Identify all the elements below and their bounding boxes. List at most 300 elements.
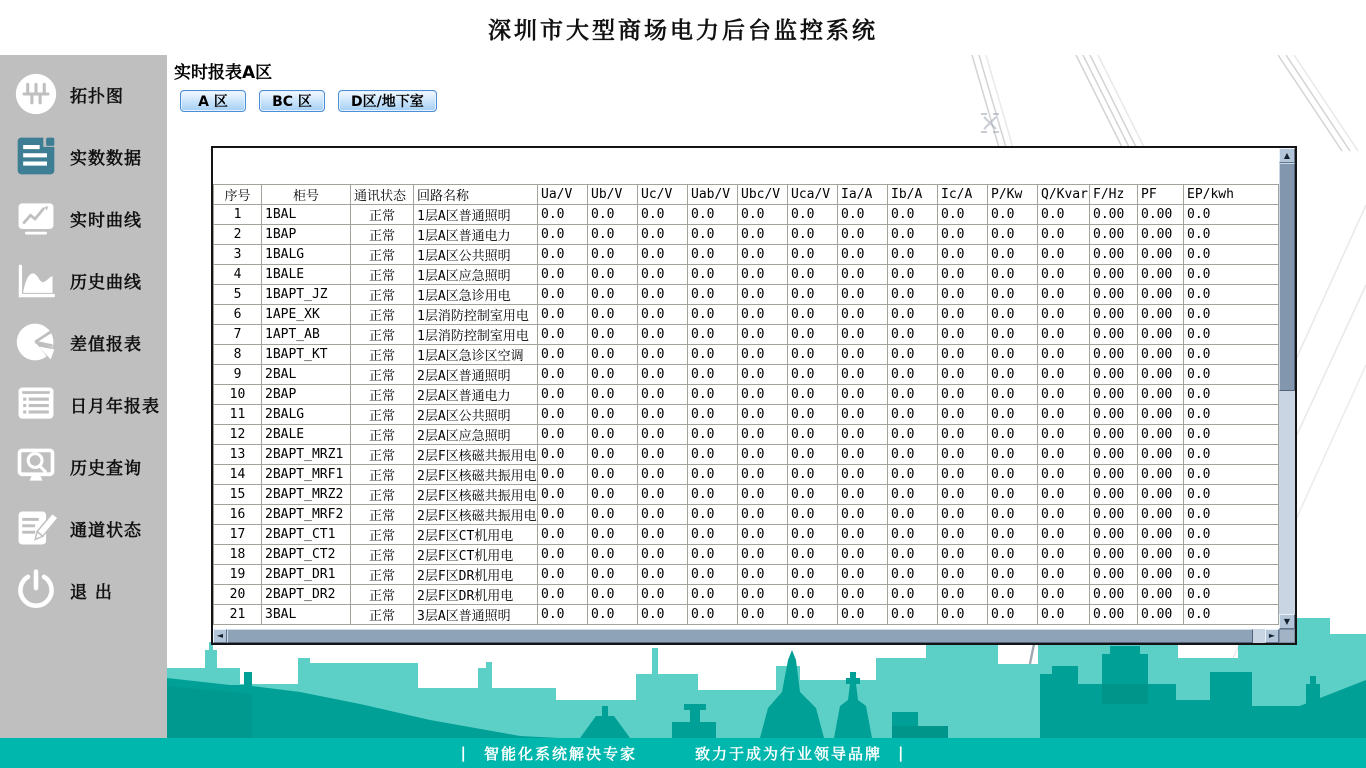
table-row <box>214 505 1279 525</box>
cell: 0.0 <box>888 465 938 485</box>
cell: 2层F区DR机用电 <box>414 585 538 605</box>
cell: 0.0 <box>638 365 688 385</box>
cell: 1BAPT_KT <box>262 345 351 365</box>
cell: 0.0 <box>938 265 988 285</box>
cell: 0.0 <box>638 425 688 445</box>
cell: 0.0 <box>1184 305 1279 325</box>
cell: 0.0 <box>588 485 638 505</box>
table-row <box>214 485 1279 505</box>
cell: 0.0 <box>588 325 638 345</box>
cell: 0.0 <box>1038 325 1090 345</box>
cell: 0.00 <box>1090 545 1138 565</box>
cell: 16 <box>214 505 262 525</box>
cell: 0.0 <box>838 365 888 385</box>
cell: 2BAPT_CT1 <box>262 525 351 545</box>
cell: 0.0 <box>838 325 888 345</box>
cell: 0.0 <box>938 325 988 345</box>
cell: 2BAPT_DR2 <box>262 585 351 605</box>
cell: 0.0 <box>588 245 638 265</box>
cell: 正常 <box>351 605 414 625</box>
cell: 0.0 <box>588 465 638 485</box>
cell: 0.0 <box>788 425 838 445</box>
cell: 正常 <box>351 545 414 565</box>
column-header: Uca/V <box>788 185 838 205</box>
cell: 正常 <box>351 425 414 445</box>
cell: 0.0 <box>738 405 788 425</box>
cell: 0.0 <box>788 325 838 345</box>
cell: 0.0 <box>688 205 738 225</box>
cell: 0.0 <box>588 405 638 425</box>
cell: 2层A区普通电力 <box>414 385 538 405</box>
cell: 3BAL <box>262 605 351 625</box>
cell: 0.0 <box>538 485 588 505</box>
cell: 2BAPT_MRF2 <box>262 505 351 525</box>
cell: 8 <box>214 345 262 365</box>
cell: 2BAPT_MRF1 <box>262 465 351 485</box>
cell: 0.0 <box>1038 485 1090 505</box>
cell: 0.0 <box>938 505 988 525</box>
cell: 0.0 <box>1184 525 1279 545</box>
cell: 0.0 <box>688 385 738 405</box>
cell: 0.0 <box>1184 345 1279 365</box>
column-header: P/Kw <box>988 185 1038 205</box>
scroll-up-button[interactable]: ▲ <box>1279 148 1295 163</box>
cell: 0.0 <box>1038 225 1090 245</box>
cell: 0.0 <box>688 425 738 445</box>
cell: 0.00 <box>1138 225 1184 245</box>
cell: 2层A区公共照明 <box>414 405 538 425</box>
cell: 0.00 <box>1138 385 1184 405</box>
cell: 0.0 <box>988 465 1038 485</box>
table-row <box>214 285 1279 305</box>
cell: 正常 <box>351 405 414 425</box>
cell: 0.0 <box>838 385 888 405</box>
cell: 0.0 <box>988 405 1038 425</box>
cell: 9 <box>214 365 262 385</box>
cell: 0.0 <box>738 385 788 405</box>
scroll-left-button[interactable]: ◄ <box>213 629 227 643</box>
cell: 1BAL <box>262 205 351 225</box>
tab-zone-d-basement[interactable]: D区/地下室 <box>338 90 437 112</box>
cell: 0.0 <box>638 585 688 605</box>
cell: 2BAPT_DR1 <box>262 565 351 585</box>
cell: 1层A区应急照明 <box>414 265 538 285</box>
cell: 0.0 <box>1184 485 1279 505</box>
sidebar-item-realtime-data[interactable] <box>0 125 167 187</box>
cell: 0.0 <box>1184 445 1279 465</box>
cell: 0.00 <box>1090 325 1138 345</box>
cell: 0.00 <box>1090 505 1138 525</box>
cell: 0.0 <box>538 465 588 485</box>
cell: 0.0 <box>738 205 788 225</box>
cell: 0.0 <box>988 265 1038 285</box>
cell: 0.0 <box>938 245 988 265</box>
scroll-down-button[interactable]: ▼ <box>1279 614 1295 629</box>
cell: 0.0 <box>988 385 1038 405</box>
cell: 0.0 <box>538 225 588 245</box>
column-header: F/Hz <box>1090 185 1138 205</box>
cell: 0.0 <box>888 545 938 565</box>
table-row <box>214 445 1279 465</box>
cell: 0.0 <box>538 365 588 385</box>
sidebar-item-diff-report[interactable] <box>0 311 167 373</box>
realtime-curve-icon <box>13 195 59 241</box>
cell: 0.0 <box>888 585 938 605</box>
cell: 1层A区普通照明 <box>414 205 538 225</box>
cell: 0.0 <box>888 445 938 465</box>
cell: 0.0 <box>838 425 888 445</box>
cell: 0.0 <box>1184 205 1279 225</box>
cell: 2层F区CT机用电 <box>414 545 538 565</box>
cell: 14 <box>214 465 262 485</box>
cell: 1层A区急诊区空调 <box>414 345 538 365</box>
column-header: Q/Kvar <box>1038 185 1090 205</box>
cell: 0.0 <box>738 325 788 345</box>
cell: 0.0 <box>1184 545 1279 565</box>
cell: 0.0 <box>1038 545 1090 565</box>
cell: 0.0 <box>588 565 638 585</box>
cell: 0.00 <box>1090 585 1138 605</box>
cell: 0.0 <box>1038 565 1090 585</box>
cell: 0.00 <box>1090 265 1138 285</box>
cell: 0.0 <box>888 365 938 385</box>
cell: 0.0 <box>688 585 738 605</box>
cell: 15 <box>214 485 262 505</box>
cell: 0.0 <box>538 565 588 585</box>
cell: 0.0 <box>688 465 738 485</box>
sidebar-item-realtime-curve[interactable] <box>0 187 167 249</box>
page-title: 实时报表A区 <box>174 63 273 83</box>
cell: 0.0 <box>638 545 688 565</box>
cell: 0.0 <box>638 305 688 325</box>
cell: 0.0 <box>788 585 838 605</box>
cell: 2层F区核磁共振用电 <box>414 445 538 465</box>
cell: 0.0 <box>838 565 888 585</box>
cell: 0.00 <box>1138 405 1184 425</box>
history-curve-icon <box>13 257 59 303</box>
cell: 正常 <box>351 585 414 605</box>
channel-status-icon <box>13 505 59 551</box>
cell: 0.0 <box>538 445 588 465</box>
cell: 0.00 <box>1090 225 1138 245</box>
cell: 0.0 <box>988 485 1038 505</box>
cell: 0.0 <box>638 405 688 425</box>
cell: 1BAPT_JZ <box>262 285 351 305</box>
cell: 6 <box>214 305 262 325</box>
topology-icon <box>13 71 59 117</box>
cell: 0.0 <box>538 605 588 625</box>
cell: 0.0 <box>588 225 638 245</box>
cell: 正常 <box>351 285 414 305</box>
cell: 2BAP <box>262 385 351 405</box>
cell: 0.00 <box>1090 385 1138 405</box>
cell: 0.0 <box>538 425 588 445</box>
cell: 0.0 <box>988 545 1038 565</box>
cell: 0.0 <box>1038 205 1090 225</box>
cell: 0.0 <box>1038 605 1090 625</box>
cell: 0.0 <box>988 525 1038 545</box>
footer-separator: | <box>460 744 468 762</box>
cell: 0.0 <box>888 345 938 365</box>
cell: 0.0 <box>888 425 938 445</box>
cell: 0.0 <box>788 385 838 405</box>
cell: 0.0 <box>1184 465 1279 485</box>
cell: 7 <box>214 325 262 345</box>
cell: 0.0 <box>1038 365 1090 385</box>
cell: 0.0 <box>538 405 588 425</box>
cell: 0.0 <box>888 285 938 305</box>
tab-zone-bc[interactable]: BC 区 <box>259 90 325 112</box>
cell: 0.0 <box>688 245 738 265</box>
cell: 0.0 <box>738 605 788 625</box>
cell: 18 <box>214 545 262 565</box>
table-row <box>214 245 1279 265</box>
cell: 正常 <box>351 245 414 265</box>
horizontal-scrollbar[interactable] <box>213 629 1295 643</box>
cell: 0.0 <box>588 205 638 225</box>
cell: 0.00 <box>1138 425 1184 445</box>
cell: 0.0 <box>938 205 988 225</box>
cell: 0.0 <box>888 225 938 245</box>
cell: 0.0 <box>938 525 988 545</box>
sidebar-item-period-report[interactable] <box>0 373 167 435</box>
cell: 3 <box>214 245 262 265</box>
cell: 0.0 <box>938 345 988 365</box>
sidebar-item-label: 实时曲线 <box>70 210 142 231</box>
cell: 0.0 <box>738 265 788 285</box>
cell: 0.0 <box>1038 265 1090 285</box>
cell: 0.0 <box>688 525 738 545</box>
cell: 0.0 <box>638 325 688 345</box>
table-row <box>214 585 1279 605</box>
cell: 11 <box>214 405 262 425</box>
cell: 0.00 <box>1090 345 1138 365</box>
cell: 0.00 <box>1138 585 1184 605</box>
cell: 0.0 <box>988 365 1038 385</box>
cell: 5 <box>214 285 262 305</box>
sidebar-item-topology[interactable] <box>0 63 167 125</box>
cell: 0.0 <box>538 285 588 305</box>
cell: 0.0 <box>1184 505 1279 525</box>
cell: 0.0 <box>588 445 638 465</box>
cell: 2BAPT_CT2 <box>262 545 351 565</box>
cell: 0.0 <box>688 485 738 505</box>
cell: 0.00 <box>1138 345 1184 365</box>
cell: 0.0 <box>888 245 938 265</box>
cell: 0.0 <box>688 545 738 565</box>
history-query-icon <box>13 443 59 489</box>
cell: 0.0 <box>738 245 788 265</box>
period-report-icon <box>13 381 59 427</box>
footer-slogan-2: 致力于成为行业领导品牌 <box>695 744 883 763</box>
cell: 2 <box>214 225 262 245</box>
cell: 1层A区普通电力 <box>414 225 538 245</box>
footer-slogan-1: 智能化系统解决专家 <box>483 744 637 763</box>
cell: 0.00 <box>1138 485 1184 505</box>
cell: 1层消防控制室用电 <box>414 305 538 325</box>
cell: 0.0 <box>888 305 938 325</box>
table-row <box>214 325 1279 345</box>
cell: 0.0 <box>988 565 1038 585</box>
cell: 0.0 <box>538 245 588 265</box>
cell: 0.0 <box>738 485 788 505</box>
sidebar-item-label: 差值报表 <box>70 334 142 355</box>
cell: 1层消防控制室用电 <box>414 325 538 345</box>
cell: 2BAPT_MRZ1 <box>262 445 351 465</box>
column-header: Ua/V <box>538 185 588 205</box>
cell: 0.0 <box>1038 405 1090 425</box>
cell: 0.0 <box>638 525 688 545</box>
cell: 0.0 <box>588 425 638 445</box>
cell: 0.0 <box>638 565 688 585</box>
cell: 0.0 <box>1184 565 1279 585</box>
cell: 0.0 <box>1038 385 1090 405</box>
cell: 0.0 <box>988 205 1038 225</box>
sidebar-item-label: 通道状态 <box>70 520 142 541</box>
cell: 0.0 <box>688 445 738 465</box>
cell: 0.0 <box>688 265 738 285</box>
sidebar-item-channel-status[interactable] <box>0 497 167 559</box>
cell: 2层A区应急照明 <box>414 425 538 445</box>
cell: 正常 <box>351 485 414 505</box>
cell: 0.0 <box>788 245 838 265</box>
scroll-right-button[interactable]: ► <box>1265 629 1279 643</box>
cell: 0.0 <box>788 305 838 325</box>
cell: 0.0 <box>1038 345 1090 365</box>
cell: 0.0 <box>988 305 1038 325</box>
cell: 0.0 <box>888 525 938 545</box>
cell: 2层F区核磁共振用电 <box>414 465 538 485</box>
cell: 1BAP <box>262 225 351 245</box>
cell: 0.00 <box>1090 445 1138 465</box>
cell: 正常 <box>351 465 414 485</box>
cell: 13 <box>214 445 262 465</box>
cell: 0.0 <box>688 565 738 585</box>
footer-bar <box>0 738 1366 768</box>
column-header: Ubc/V <box>738 185 788 205</box>
cell: 0.0 <box>638 205 688 225</box>
cell: 20 <box>214 585 262 605</box>
table-row <box>214 365 1279 385</box>
cell: 0.0 <box>938 225 988 245</box>
cell: 0.0 <box>788 345 838 365</box>
cell: 0.0 <box>738 285 788 305</box>
cell: 0.0 <box>588 265 638 285</box>
cell: 0.0 <box>688 605 738 625</box>
cell: 0.0 <box>538 585 588 605</box>
cell: 正常 <box>351 265 414 285</box>
cell: 0.0 <box>638 505 688 525</box>
cell: 0.00 <box>1138 525 1184 545</box>
tab-zone-a[interactable]: A 区 <box>180 90 246 112</box>
cell: 0.0 <box>738 465 788 485</box>
cell: 0.0 <box>838 465 888 485</box>
cell: 0.0 <box>1038 585 1090 605</box>
cell: 0.0 <box>988 345 1038 365</box>
table-row <box>214 565 1279 585</box>
cell: 0.0 <box>788 405 838 425</box>
cell: 0.0 <box>638 225 688 245</box>
realtime-data-icon <box>13 133 59 179</box>
cell: 0.0 <box>538 205 588 225</box>
cell: 0.00 <box>1090 365 1138 385</box>
cell: 0.0 <box>838 265 888 285</box>
cell: 0.0 <box>788 285 838 305</box>
cell: 0.0 <box>938 445 988 465</box>
cell: 0.0 <box>638 605 688 625</box>
scrollbar-corner <box>1279 629 1295 643</box>
cell: 0.00 <box>1090 465 1138 485</box>
cell: 0.00 <box>1090 605 1138 625</box>
app-title: 深圳市大型商场电力后台监控系统 <box>488 17 878 44</box>
sidebar-item-history-curve[interactable] <box>0 249 167 311</box>
realtime-report-table <box>213 184 1279 625</box>
cell: 0.0 <box>838 245 888 265</box>
vertical-scroll-thumb[interactable] <box>1279 163 1295 391</box>
sidebar-item-label: 日月年报表 <box>70 396 160 417</box>
cell: 0.0 <box>788 525 838 545</box>
cell: 0.0 <box>1184 325 1279 345</box>
cell: 0.0 <box>988 585 1038 605</box>
cell: 0.0 <box>938 365 988 385</box>
cell: 0.0 <box>1038 465 1090 485</box>
cell: 0.0 <box>888 505 938 525</box>
cell: 0.0 <box>788 505 838 525</box>
table-row <box>214 605 1279 625</box>
cell: 2BALE <box>262 425 351 445</box>
cell: 0.0 <box>738 585 788 605</box>
sidebar-item-exit[interactable] <box>0 559 167 621</box>
column-header: Ic/A <box>938 185 988 205</box>
cell: 0.00 <box>1090 425 1138 445</box>
cell: 0.0 <box>838 345 888 365</box>
table-header-row <box>214 185 1279 205</box>
cell: 0.0 <box>738 445 788 465</box>
cell: 0.0 <box>888 485 938 505</box>
cell: 0.0 <box>1038 425 1090 445</box>
horizontal-scroll-thumb[interactable] <box>227 629 1253 643</box>
sidebar-item-label: 实数数据 <box>70 148 142 169</box>
table-row <box>214 545 1279 565</box>
vertical-scrollbar[interactable] <box>1279 148 1295 629</box>
cell: 0.0 <box>988 445 1038 465</box>
cell: 0.0 <box>1038 305 1090 325</box>
cell: 0.0 <box>638 445 688 465</box>
cell: 正常 <box>351 445 414 465</box>
column-header: 柜号 <box>262 185 351 205</box>
cell: 正常 <box>351 225 414 245</box>
cell: 2层F区核磁共振用电 <box>414 505 538 525</box>
cell: 10 <box>214 385 262 405</box>
sidebar-item-history-query[interactable] <box>0 435 167 497</box>
cell: 0.00 <box>1090 305 1138 325</box>
column-header: EP/kwh <box>1184 185 1279 205</box>
cell: 0.0 <box>588 585 638 605</box>
column-header: PF <box>1138 185 1184 205</box>
cell: 0.0 <box>538 505 588 525</box>
column-header: Ub/V <box>588 185 638 205</box>
cell: 0.0 <box>1038 505 1090 525</box>
cell: 正常 <box>351 565 414 585</box>
cell: 0.0 <box>888 205 938 225</box>
cell: 0.00 <box>1090 565 1138 585</box>
cell: 0.0 <box>888 405 938 425</box>
cell: 0.0 <box>738 425 788 445</box>
cell: 2层A区普通照明 <box>414 365 538 385</box>
cell: 0.0 <box>938 385 988 405</box>
table-row <box>214 265 1279 285</box>
cell: 0.0 <box>688 405 738 425</box>
